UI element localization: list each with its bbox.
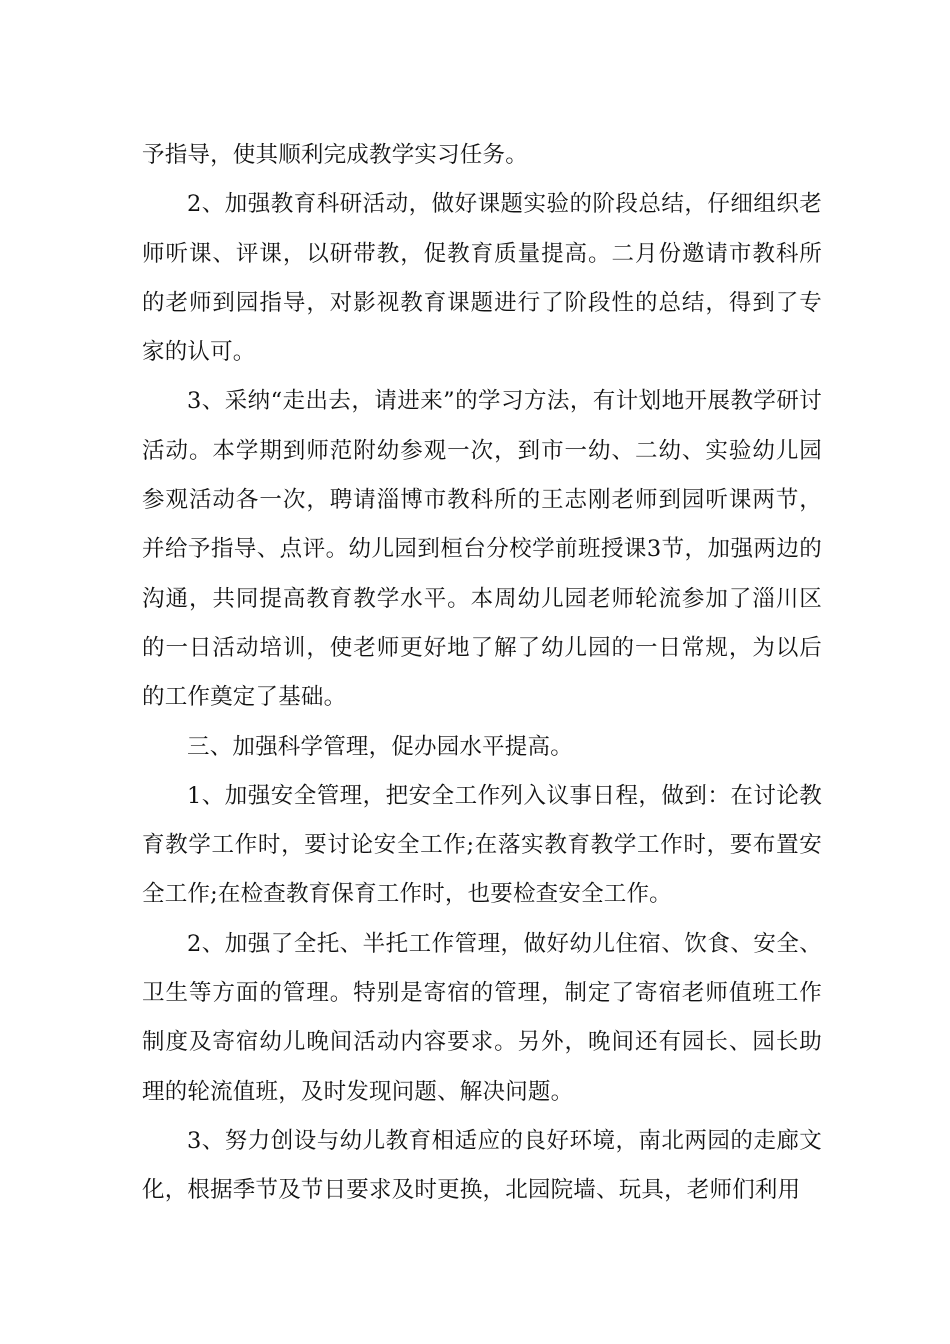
paragraph-safety-management: 1、加强安全管理，把安全工作列入议事日程，做到：在讨论教育教学工作时，要讨论安全工作;在落实教育教学工作时，要布置安全工作;在检查教育保育工作时，也要检查安全工作。 bbox=[142, 782, 822, 908]
paragraph-continuation: 予指导，使其顺利完成教学实习任务。 bbox=[142, 142, 528, 168]
paragraph-environment: 3、努力创设与幼儿教育相适应的良好环境，南北两园的走廊文化，根据季节及节日要求及时更换，北园院墙、玩具，老师们利用 bbox=[142, 1127, 822, 1204]
paragraph-learning-methods: 3、采纳“走出去，请进来”的学习方法，有计划地开展教学研讨活动。本学期到师范附幼参观一次，到市一幼、二幼、实验幼儿园参观活动各一次，聘请淄博市教科所的王志刚老师到园听课两节，并给予指导、点评。幼儿园到桓台分校学前班授课3节，加强两边的沟通，共同提高教育教学水平。本周幼儿园老师轮流参加了淄川区的一日活动培训，使老师更好地了解了幼儿园的一日常规，为以后的工作奠定了基础。 bbox=[142, 388, 822, 711]
section-heading-management: 三、加强科学管理，促办园水平提高。 bbox=[187, 733, 573, 760]
paragraph-research-activities: 2、加强教育科研活动，做好课题实验的阶段总结，仔细组织老师听课、评课，以研带教，促教育质量提高。二月份邀请市教科所的老师到园指导，对影视教育课题进行了阶段性的总结，得到了专家的认可。 bbox=[142, 191, 822, 366]
paragraph-boarding-management: 2、加强了全托、半托工作管理，做好幼儿住宿、饮食、安全、卫生等方面的管理。特别是寄宿的管理，制定了寄宿老师值班工作制度及寄宿幼儿晚间活动内容要求。另外，晚间还有园长、园长助理的轮流值班，及时发现问题、解决问题。 bbox=[142, 930, 822, 1105]
document-body bbox=[142, 131, 822, 1216]
